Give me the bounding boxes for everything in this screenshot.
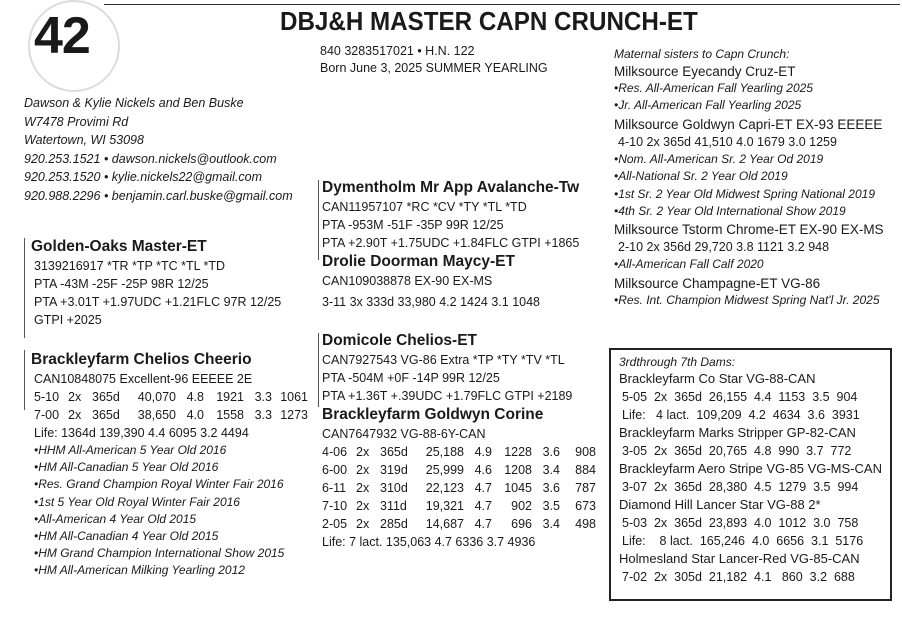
mgd-record-cell: 908 xyxy=(575,445,596,459)
box-dam-record: 3-05 2x 365d 20,765 4.8 990 3.7 772 xyxy=(622,444,852,458)
box-dam-record: 5-03 2x 365d 23,893 4.0 1012 3.0 758 xyxy=(622,516,859,530)
dam-rule xyxy=(24,350,25,410)
mgd-record-cell: 2x xyxy=(356,463,370,477)
dam-honor: •HM Grand Champion International Show 2015 xyxy=(34,546,285,561)
id-line: 840 3283517021 • H.N. 122 xyxy=(320,44,475,58)
dam-of-sire-line: 3-11 3x 333d 33,980 4.2 1424 3.1 1048 xyxy=(322,295,541,309)
mgd-record-cell: 19,321 xyxy=(425,499,464,513)
dam-record-cell: 1921 xyxy=(216,390,244,404)
box-dam-name: Brackleyfarm Marks Stripper GP-82-CAN xyxy=(619,425,856,440)
sister-honor: •Res. Int. Champion Midwest Spring Nat'l Jr. 2025 xyxy=(614,292,880,307)
pgs-block xyxy=(31,237,281,329)
mgd-record-cell: 319d xyxy=(380,463,408,477)
sister-honor: •4th Sr. 2 Year Old International Show 2019 xyxy=(614,204,846,219)
mgd-record-cell: 4.7 xyxy=(474,481,492,495)
box-dam-record: 3-07 2x 365d 28,380 4.5 1279 3.5 994 xyxy=(622,480,859,494)
mgd-record-cell: 4.7 xyxy=(474,499,492,513)
box-dam-record: Life: 4 lact. 109,209 4.2 4634 3.6 3931 xyxy=(622,408,860,422)
dams-box xyxy=(609,348,892,601)
mgd-record-cell: 1208 xyxy=(504,463,532,477)
dam-record-cell: 365d xyxy=(92,408,120,422)
dam-honor: •1st 5 Year Old Royal Winter Fair 2016 xyxy=(34,494,240,509)
mgd-record-cell: 6-00 xyxy=(322,463,348,477)
mgd-record xyxy=(322,443,596,461)
mgd-record-cell: 2-05 xyxy=(322,517,348,531)
dam-honor: •HHM All-American 5 Year Old 2016 xyxy=(34,443,227,457)
sire-line: PTA +2.90T +1.75UDC +1.84FLC GTPI +1865 xyxy=(322,236,580,250)
dam-record-cell: 2x xyxy=(68,408,82,422)
mgd-life: Life: 7 lact. 135,063 4.7 6336 3.7 4936 xyxy=(322,535,536,549)
sister-name: Milksource Tstorm Chrome-ET EX-90 EX-MS xyxy=(614,222,884,238)
dam-life: Life: 1364d 139,390 4.4 6095 3.2 4494 xyxy=(34,426,249,440)
dam-honor: •HM All-American Milking Yearling 2012 xyxy=(34,563,245,578)
box-dam-name: Brackleyfarm Co Star VG-88-CAN xyxy=(619,371,816,386)
maternal-heading: Maternal sisters to Capn Crunch: xyxy=(614,47,790,61)
mgd-record-cell: 696 xyxy=(511,517,532,531)
box-dam-record: 5-05 2x 365d 26,155 4.4 1153 3.5 904 xyxy=(622,390,858,404)
pgs-line: GTPI +2025 xyxy=(34,313,102,327)
mgd-record xyxy=(322,497,596,515)
dam-record-cell: 1558 xyxy=(216,408,244,422)
page-title: DBJ&H MASTER CAPN CRUNCH-ET xyxy=(280,6,698,36)
sister-honor: •All-American Fall Calf 2020 xyxy=(614,257,764,272)
dam-record-cell: 5-10 xyxy=(34,390,60,404)
mgd-record-cell: 7-10 xyxy=(322,499,348,513)
mgd-record xyxy=(322,461,596,479)
sire-rule xyxy=(318,180,319,260)
maternal-sisters-block xyxy=(614,47,884,309)
consignor-line: W7478 Provimi Rd xyxy=(24,114,129,129)
pgs-line: 3139216917 *TR *TP *TC *TL *TD xyxy=(34,259,226,273)
dam-honor: •HM All-Canadian 5 Year Old 2016 xyxy=(34,460,219,475)
mgd-record-cell: 285d xyxy=(380,517,408,531)
dam-records xyxy=(34,388,308,424)
pgs-name: Golden-Oaks Master-ET xyxy=(31,238,207,255)
dams-box-entries xyxy=(619,370,886,586)
mgs-name: Domicole Chelios-ET xyxy=(322,332,478,349)
dam-of-sire-name: Drolie Doorman Maycy-ET xyxy=(322,253,515,270)
dam-record-cell: 1061 xyxy=(280,390,308,404)
mgd-record-cell: 310d xyxy=(380,481,408,495)
mgd-record-cell: 1228 xyxy=(504,445,532,459)
dam-record-cell: 2x xyxy=(68,390,82,404)
sire-line: PTA -953M -51F -35P 99R 12/25 xyxy=(322,218,504,232)
sister-record: 4-10 2x 365d 41,510 4.0 1679 3.0 1259 xyxy=(618,134,837,149)
dam-record-cell: 365d xyxy=(92,390,120,404)
dam-record-cell: 40,070 xyxy=(137,390,176,404)
dam-honor: •HM All-Canadian 4 Year Old 2015 xyxy=(34,529,219,544)
pgs-line: PTA +3.01T +1.97UDC +1.21FLC 97R 12/25 xyxy=(34,295,282,309)
mgs-block xyxy=(322,331,596,551)
sire-name: Dymentholm Mr App Avalanche-Tw xyxy=(322,179,580,196)
consignor-line: 920.253.1520 • kylie.nickels22@gmail.com xyxy=(24,170,263,184)
mgd-record-cell: 22,123 xyxy=(425,481,464,495)
box-dam-name: Diamond Hill Lancer Star VG-88 2* xyxy=(619,497,821,512)
sister-entry xyxy=(614,63,884,115)
mgd-record-cell: 2x xyxy=(356,517,370,531)
dam-honor: •All-American 4 Year Old 2015 xyxy=(34,511,197,526)
dam-name: Brackleyfarm Chelios Cheerio xyxy=(31,351,252,368)
dam-record-cell: 4.0 xyxy=(186,408,204,422)
dam-honor: •Res. Grand Champion Royal Winter Fair 2016 xyxy=(34,477,284,492)
consignor-line: 920.988.2296 • benjamin.carl.buske@gmail.com xyxy=(24,188,293,203)
dam-record-cell: 3.3 xyxy=(254,390,272,404)
mgd-record-cell: 4-06 xyxy=(322,445,348,459)
mgd-record-cell: 3.6 xyxy=(542,445,560,459)
mgd-record-cell: 2x xyxy=(356,499,370,513)
sister-honor: •1st Sr. 2 Year Old Midwest Spring National 2019 xyxy=(614,186,876,201)
mgd-records xyxy=(322,443,596,533)
lot-number: 42 xyxy=(34,7,90,65)
pgs-line: PTA -43M -25F -25P 98R 12/25 xyxy=(34,277,209,291)
box-dam-record: 7-02 2x 305d 21,182 4.1 860 3.2 688 xyxy=(622,570,855,584)
mgd-record-cell: 1045 xyxy=(504,481,532,495)
dams-box-heading: 3rdthrough 7th Dams: xyxy=(619,355,736,369)
sisters-list xyxy=(614,63,884,309)
sister-honor: •All-National Sr. 2 Year Old 2019 xyxy=(614,169,788,184)
sister-record: 2-10 2x 356d 29,720 3.8 1121 3.2 948 xyxy=(618,240,830,255)
mgd-record-cell: 4.6 xyxy=(474,463,492,477)
box-dam-name: Holmesland Star Lancer-Red VG-85-CAN xyxy=(619,551,860,566)
consignor-line: Dawson & Kylie Nickels and Ben Buske xyxy=(24,96,244,110)
pgs-rule xyxy=(24,238,25,338)
mgd-record xyxy=(322,479,596,497)
dam-record-cell: 38,650 xyxy=(137,408,176,422)
dams-box-content xyxy=(619,354,886,586)
box-dam-name: Brackleyfarm Aero Stripe VG-85 VG-MS-CAN xyxy=(619,461,882,476)
mgd-name: Brackleyfarm Goldwyn Corine xyxy=(322,406,544,423)
consignor-line: Watertown, WI 53098 xyxy=(24,133,144,147)
dam-honors xyxy=(34,442,308,580)
dam-reg: CAN10848075 Excellent-96 EEEEE 2E xyxy=(34,372,253,386)
mgd-reg: CAN7647932 VG-88-6Y-CAN xyxy=(322,427,486,441)
mgd-record-cell: 3.4 xyxy=(542,517,560,531)
sister-honor: •Res. All-American Fall Yearling 2025 xyxy=(614,81,813,95)
mgd-record-cell: 884 xyxy=(575,463,596,477)
mgd-record-cell: 2x xyxy=(356,445,370,459)
mgd-record-cell: 4.9 xyxy=(474,445,492,459)
mgd-record-cell: 14,687 xyxy=(425,517,464,531)
mgd-record xyxy=(322,515,596,533)
box-dam-record: Life: 8 lact. 165,246 4.0 6656 3.1 5176 xyxy=(622,534,864,548)
mgd-record-cell: 3.5 xyxy=(542,499,560,513)
sire-line: CAN11957107 *RC *CV *TY *TL *TD xyxy=(322,200,527,214)
sister-entry xyxy=(614,116,884,221)
sister-entry xyxy=(614,221,884,273)
mgd-record-cell: 2x xyxy=(356,481,370,495)
consignor-line: 920.253.1521 • dawson.nickels@outlook.com xyxy=(24,151,277,166)
dam-record-cell: 3.3 xyxy=(254,408,272,422)
mgs-line: PTA -504M +0F -14P 99R 12/25 xyxy=(322,371,500,385)
sister-honor: •Nom. All-American Sr. 2 Year Od 2019 xyxy=(614,151,824,166)
mgs-rule xyxy=(318,333,319,407)
mgd-record-cell: 787 xyxy=(575,481,596,495)
sire-block xyxy=(322,178,579,311)
mgs-line: CAN7927543 VG-86 Extra *TP *TY *TV *TL xyxy=(322,353,565,367)
mgd-record-cell: 365d xyxy=(380,445,408,459)
dam-record xyxy=(34,406,308,424)
title-rule xyxy=(104,4,900,5)
dam-record-cell: 7-00 xyxy=(34,408,60,422)
mgd-record-cell: 3.6 xyxy=(542,481,560,495)
mgd-record-cell: 311d xyxy=(380,499,407,513)
dam-record-cell: 4.8 xyxy=(186,390,204,404)
sister-name: Milksource Eyecandy Cruz-ET xyxy=(614,64,796,79)
sister-honor: •Jr. All-American Fall Yearling 2025 xyxy=(614,98,802,113)
dam-record-cell: 1273 xyxy=(280,408,308,422)
dam-record xyxy=(34,388,308,406)
sister-entry xyxy=(614,275,884,309)
mgd-record-cell: 6-11 xyxy=(322,481,347,495)
dam-block xyxy=(31,350,308,580)
born-line: Born June 3, 2025 SUMMER YEARLING xyxy=(320,61,548,75)
consignor-block xyxy=(24,94,293,205)
mgd-record-cell: 498 xyxy=(575,517,596,531)
mgd-record-cell: 4.7 xyxy=(474,517,492,531)
mgd-record-cell: 25,188 xyxy=(425,445,464,459)
dam-of-sire-line: CAN109038878 EX-90 EX-MS xyxy=(322,274,493,288)
mgs-line: PTA +1.36T +.39UDC +1.79FLC GTPI +2189 xyxy=(322,389,573,403)
sister-name: Milksource Champagne-ET VG-86 xyxy=(614,275,821,291)
mgd-record-cell: 673 xyxy=(575,499,596,513)
sister-name: Milksource Goldwyn Capri-ET EX-93 EEEEE xyxy=(614,116,883,132)
mgd-record-cell: 902 xyxy=(511,499,532,513)
mgd-record-cell: 3.4 xyxy=(542,463,560,477)
mgd-record-cell: 25,999 xyxy=(425,463,464,477)
